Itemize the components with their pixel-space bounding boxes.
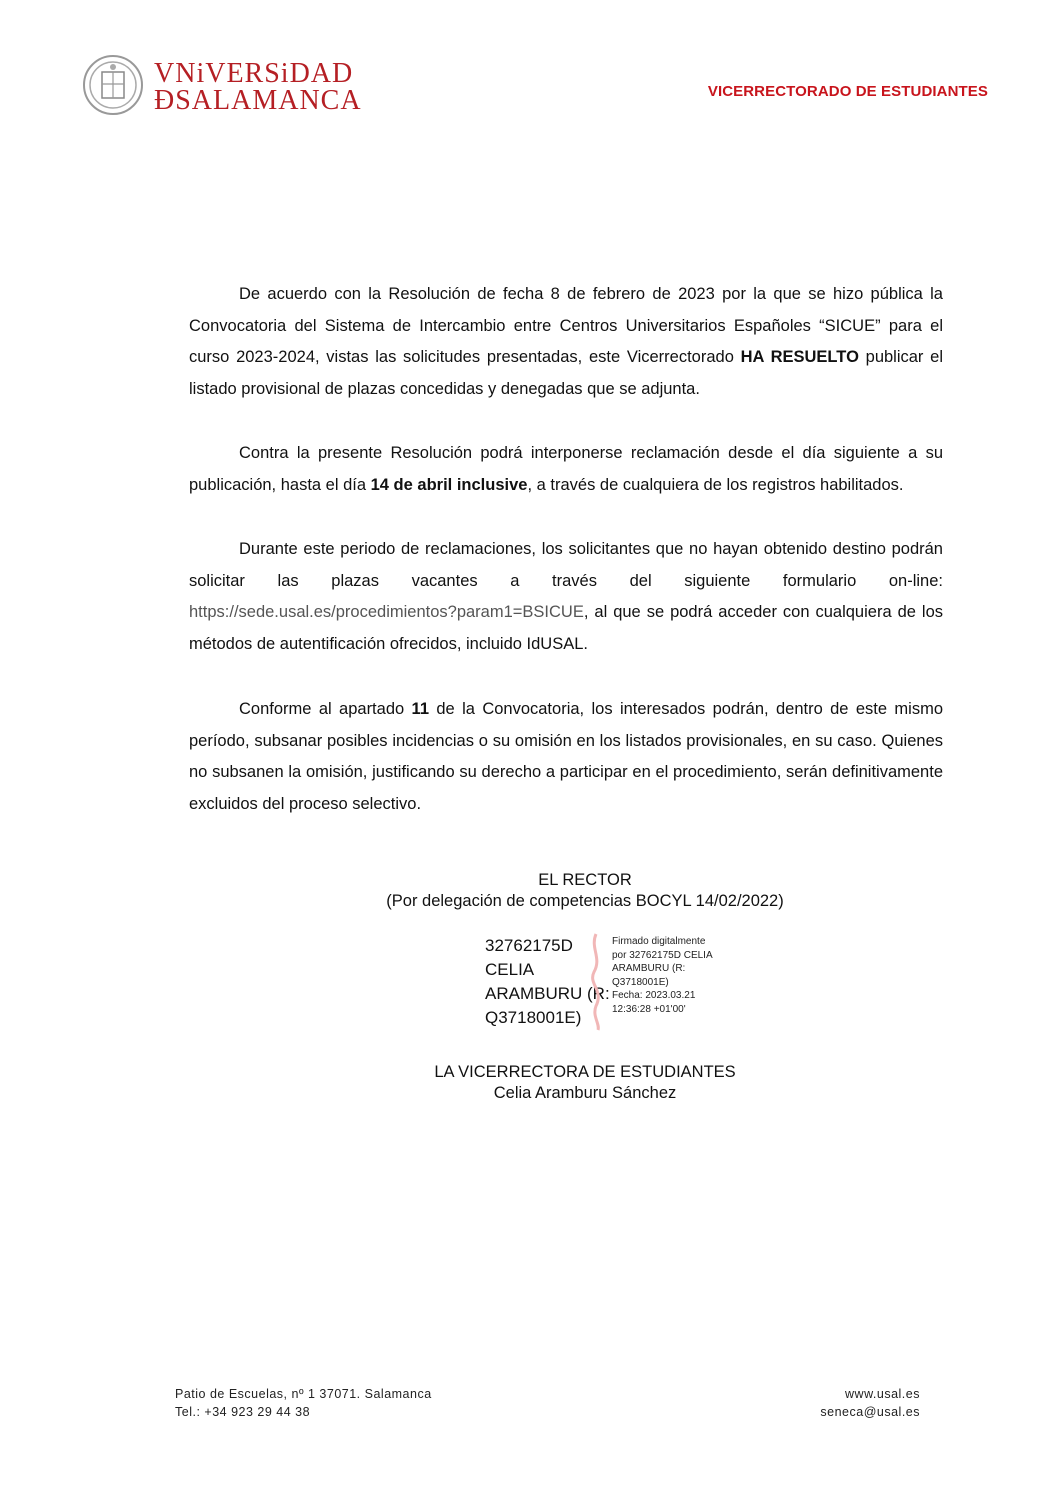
- footer-online: [820, 1385, 920, 1421]
- university-crest-icon: [82, 54, 144, 116]
- signature-mark-icon: [582, 928, 612, 1032]
- paragraph-vacancies: Durante este periodo de reclamaciones, los solicitantes que no hayan obtenido destino podrán solicitar las plazas vacantes a través del siguiente formulario on-line: https://sede.usal.es/procedimientos?param1=BSICUE, al que se podrá acceder con cualquiera de los métodos de autentificación ofrecidos, incluido IdUSAL.: [189, 540, 943, 653]
- rector-title: EL RECTOR: [538, 871, 632, 889]
- footer-web-link[interactable]: www.usal.es: [845, 1387, 920, 1401]
- digital-signature-note: Firmado digitalmente por 32762175D CELIA ARAMBURU (R: Q3718001E) Fecha: 2023.03.21 12:36:28 +01'00': [612, 936, 713, 1015]
- signer-name: Celia Aramburu Sánchez: [493, 1084, 677, 1102]
- delegation-note: (Por delegación de competencias BOCYL 14/02/2022): [386, 892, 784, 910]
- rector-block: [360, 870, 810, 912]
- online-form-link[interactable]: https://sede.usal.es/procedimientos?param1=BSICUE: [189, 603, 584, 621]
- signer-id: 32762175D CELIA ARAMBURU (R: Q3718001E): [485, 936, 610, 1027]
- footer-phone: Tel.: +34 923 29 44 38: [175, 1405, 311, 1419]
- footer-contact: [175, 1385, 432, 1421]
- university-logo: [82, 54, 382, 120]
- footer-address: Patio de Escuelas, nº 1 37071. Salamanca: [175, 1387, 432, 1401]
- logo-line-2: ÐSALAMANCA: [154, 85, 362, 116]
- logo-line-1: VNiVERSiDAD: [154, 58, 354, 89]
- vicerrector-block: [360, 1062, 810, 1104]
- department-heading: VICERRECTORADO DE ESTUDIANTES: [707, 83, 988, 100]
- paragraph-claims: Contra la presente Resolución podrá interponerse reclamación desde el día siguiente a su publicación, hasta el día 14 de abril inclusive, a través de cualquiera de los registros habilitados.: [189, 444, 943, 494]
- signer-position: LA VICERRECTORA DE ESTUDIANTES: [434, 1063, 736, 1081]
- paragraph-resolution: De acuerdo con la Resolución de fecha 8 de febrero de 2023 por la que se hizo pública la Convocatoria del Sistema de Intercambio entre Centros Universitarios Españoles “SICUE” para el curso 2023-2024, vistas las solicitudes presentadas, este Vicerrectorado HA RESUELTO publicar el listado provisional de plazas concedidas y denegadas que se adjunta.: [189, 285, 944, 398]
- footer-email-link[interactable]: seneca@usal.es: [820, 1405, 920, 1419]
- paragraph-corrections: Conforme al apartado 11 de la Convocatoria, los interesados podrán, dentro de este mismo período, subsanar posibles incidencias o su omisión en los listados provisionales, en su caso. Quienes no subsanen la omisión, justificando su derecho a participar en el procedimiento, serán definitivamente excluidos del proceso selectivo.: [189, 700, 943, 813]
